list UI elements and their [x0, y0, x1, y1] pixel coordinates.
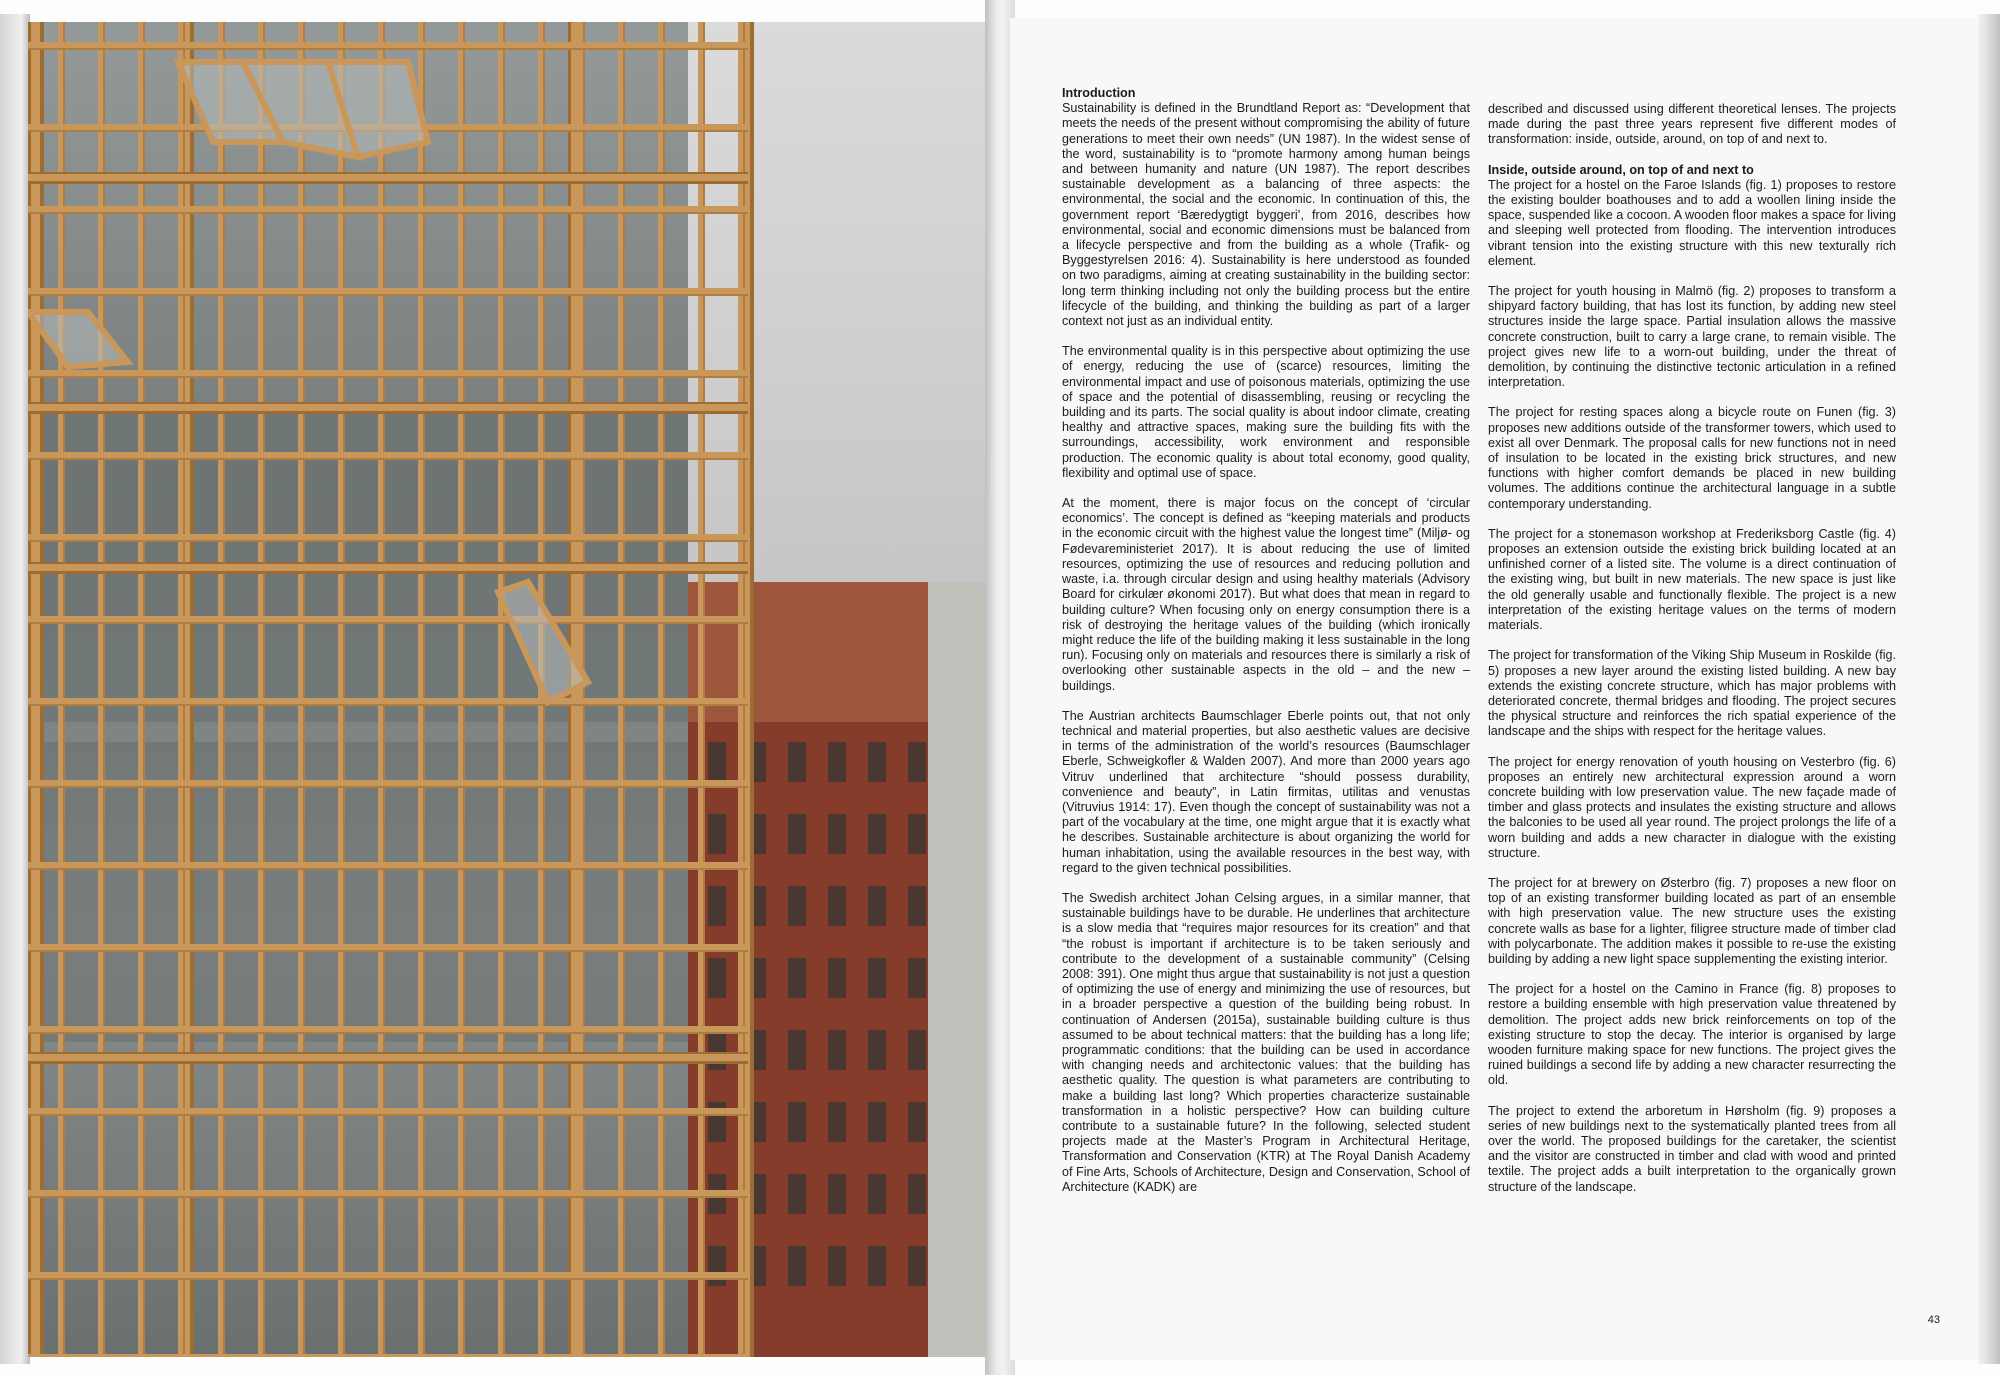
text-column-2	[1488, 102, 1896, 1210]
paragraph: The Austrian architects Baumschlager Eberle points out, that not only technical and material properties, but also aesthetic values are decisive in terms of the administration of the world’s resources (Baumschlager Eberle, Schweigkofler & Walden 2007). And more than 2000 years ago Vitruv underlined that architecture “should possess durability, convenience and beauty”, in Latin firmitas, utilitas and venustas (Vitruvius 1914: 17). Even though the concept of sustainability was not a part of the vocabulary at the time, one might argue that it is exactly what he describes. Sustainable architecture is about organizing the world for human inhabitation, using the available resources in the best way, with regard to the given technical possibilities.	[1062, 708, 1470, 875]
paragraph: The project for at brewery on Østerbro (fig. 7) proposes a new floor on top of an existing transformer building located as part of an ensemble with high preservation value. The new structure uses the existing concrete walls as base for a lighter, filigree structure made of timber clad with polycarbonate. The addition makes it possible to re-use the existing building by adding a new light space supplementing the existing interior.	[1488, 875, 1896, 966]
text-column-1	[1062, 86, 1470, 1210]
paragraph: The project for youth housing in Malmö (fig. 2) proposes to transform a shipyard factory building, that has lost its function, by adding new steel structures inside the large space. Partial insulation allows the massive concrete construction, built to carry a large crane, to remain visible. The project gives new life to a worn-out building, under the threat of demolition, by continuing the distinctive tectonic articulation in a refined interpretation.	[1488, 284, 1896, 390]
paragraph: described and discussed using different theoretical lenses. The projects made during the past three years represent five different modes of transformation: inside, outside, around, on top of and next to.	[1488, 102, 1896, 147]
paragraph: At the moment, there is major focus on the concept of ‘circular economics’. The concept is defined as “keeping materials and products in the economic circuit with the highest value the longest time” (Miljø- og Fødevareministeriet 2017). It is about reducing the use of limited resources, optimizing the use of resources and reducing pollution and waste, i.a. through circular design and using healthy materials (Advisory Board for cirkulær økonomi 2017). But what does that mean in regard to building culture? When focusing only on energy consumption there is a risk of destroying the heritage values of the building (which ironically might reduce the life of the building making it less sustainable in the long run). Focusing only on materials and resources there is similarly a risk of overlooking other sustainable aspects in the old – and the new – buildings.	[1062, 496, 1470, 693]
paragraph: Sustainability is defined in the Brundtland Report as: “Development that meets the needs of the present without compromising the ability of future generations to meet their own needs” (UN 1987). In the widest sense of the word, sustainability is to “promote harmony among human beings and between humanity and nature (UN 1987). The report describes sustainable development as a balancing of three aspects: the environmental, the social and the economic. In continuation of this, the government report ‘Bæredygtigt byggeri’, from 2016, describes how environmental, social and economic dimensions must be balanced from a lifecycle perspective and from the building as a whole (Trafik- og Byggestyrelsen 2016: 4). Sustainability is here understood as founded on two paradigms, aiming at creating sustainability in the building sector: long term thinking including not only the building process but the entire lifecycle of the building, and thinking the building as part of a larger context not just as an individual entity.	[1062, 101, 1470, 329]
right-page	[1010, 18, 1978, 1360]
page-edge-right	[1978, 14, 2000, 1364]
paragraph: The project for resting spaces along a bicycle route on Funen (fig. 3) proposes new additions outside of the transformer towers, which used to exist all over Denmark. The proposal calls for new functions not in need of insulation to be located in the existing brick structures, and new functions with higher comfort demands be placed in new building volumes. The additions continue the architectural language in a subtle contemporary understanding.	[1488, 405, 1896, 511]
paragraph: The project for transformation of the Viking Ship Museum in Roskilde (fig. 5) proposes a new layer around the existing listed building. A new bay extends the existing concrete structure, which has major problems with deteriorated concrete, thermal bridges and flooding. The project secures the physical structure and reinforces the rich spatial experience of the landscape and the ships with respect for the heritage values.	[1488, 648, 1896, 739]
section-heading: Introduction	[1062, 86, 1136, 100]
paragraph: The Swedish architect Johan Celsing argues, in a similar manner, that sustainable buildings have to be durable. He underlines that architecture is a slow media that “requires major resources for its creation” and that “the robust is important if architecture is to be taken seriously and contribute to the development of a sustainable community” (Celsing 2008: 391). One might thus argue that sustainability is not just a question of optimizing the use of energy and minimizing the use of resources, but in a broader perspective a question of the building being robust. In continuation of Andersen (2015a), sustainable building culture is thus assumed to be about technical matters: that the building has a long life; programmatic conditions: that the building can be used in accordance with changing needs and architectonic values: that the building has aesthetic quality. The question is what parameters are contributing to make a building last long? Which properties characterize sustainable transformation in a holistic perspective? How can building culture contribute to a sustainable future? In the following, selected student projects made at the Master’s Program in Architectural Heritage, Transformation and Conservation (KTR) at The Royal Danish Academy of Fine Arts, Schools of Architecture, Design and Conservation, School of Architecture (KADK) are	[1062, 890, 1470, 1194]
facade-illustration	[28, 22, 990, 1357]
paragraph: The project for a hostel on the Faroe Islands (fig. 1) proposes to restore the existing boulder boathouses and to add a woollen lining inside the space, suspended like a cocoon. A wooden floor makes a space for living and sleeping well protected from flooding. The intervention introduces vibrant tension into the existing structure with this new texturally rich element.	[1488, 177, 1896, 268]
facade-photo	[28, 22, 990, 1357]
paragraph: The environmental quality is in this perspective about optimizing the use of energy, reducing the use of (scarce) resources, limiting the environmental impact and use of poisonous materials, optimizing the use of space and the potential of disassembling, reusing or recycling the building and its parts. The social quality is about indoor climate, creating healthy and attractive spaces, making sure the building fits with the surroundings, accessibility, work environment and responsible production. The economic quality is about total economy, good quality, flexibility and optimal use of space.	[1062, 344, 1470, 480]
paragraph: The project for a stonemason workshop at Frederiksborg Castle (fig. 4) proposes an extension outside the existing brick building located at an unfinished corner of a listed site. The volume is a direct continuation of the existing wing, but built in new materials. The new space is just like the old generally usable and functionally flexible. The project is a new interpretation of the existing heritage values on the terms of modern materials.	[1488, 526, 1896, 633]
page-number: 43	[1927, 1314, 1940, 1326]
paragraph: The project for energy renovation of youth housing on Vesterbro (fig. 6) proposes an entirely new architectural expression around a worn concrete building with low preservation value. The new façade made of timber and glass protects and insulates the existing structure and allows the balconies to be used all year round. The project prolongs the life of a worn building and adds a new character in dialogue with the existing structure.	[1488, 754, 1896, 860]
paragraph: The project for a hostel on the Camino in France (fig. 8) proposes to restore a building ensemble with high preservation value threatened by demolition. The project adds new brick reinforcements on top of the existing structure to stop the decay. The interior is organised by large wooden furniture making space for new functions. The project gives the ruined buildings a second life by adding a new character resurrecting the old.	[1488, 982, 1896, 1088]
section-subheading: Inside, outside around, on top of and next to	[1488, 162, 1754, 177]
paragraph: The project to extend the arboretum in Hørsholm (fig. 9) proposes a series of new buildings next to the systematically planted trees from all over the world. The proposed buildings for the caretaker, the scientist and the visitor are constructed in timber and clad with wood and printed textile. The project adds a built interpretation to the organically grown structure of the landscape.	[1488, 1103, 1896, 1194]
page-edge-left	[0, 14, 30, 1364]
